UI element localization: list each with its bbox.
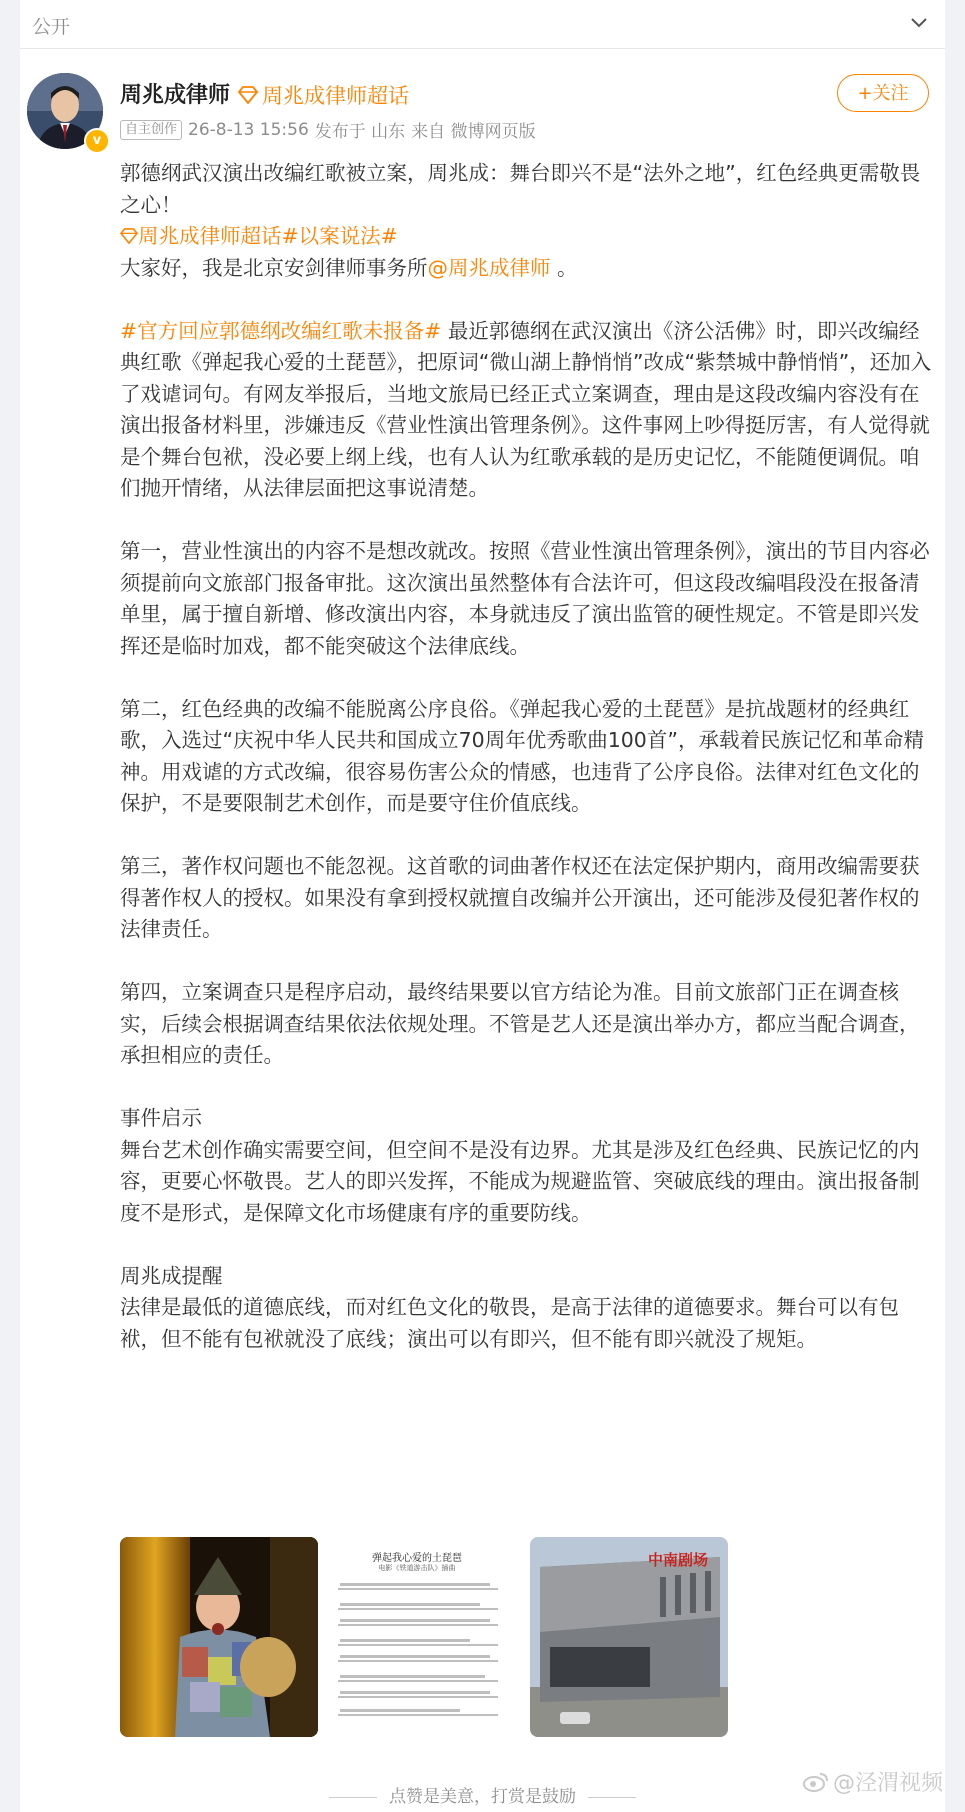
section-heading-reminder: 周兆成提醒 bbox=[120, 1263, 223, 1288]
post-time[interactable]: 26-8-13 15:56 bbox=[188, 119, 309, 140]
paragraph-2: 第一，营业性演出的内容不是想改就改。按照《营业性演出管理条例》，演出的节目内容必须提前向文旅部门报备审批。这次演出虽然整体有合法许可，但这段改编唱段没在报备清单里，属于擅自新增、修改演出内容，本身就违反了演出监管的硬性规定。不管是即兴发挥还是临时加戏，都不能突破这个法律底线。 bbox=[120, 539, 930, 658]
super-topic-label: 周兆成律师超话 bbox=[262, 84, 409, 108]
paragraph-6: 舞台艺术创作确实需要空间，但空间不是没有边界。尤其是涉及红色经典、民族记忆的内容，更要心怀敬畏。艺人的即兴发挥，不能成为规避监管、突破底线的理由。演出报备制度不是形式，是保障文化市场健康有序的重要防线。 bbox=[120, 1137, 920, 1225]
paragraph-4: 第三，著作权问题也不能忽视。这首歌的词曲著作权还在法定保护期内，商用改编需要获得著作权人的授权。如果没有拿到授权就擅自改编并公开演出，还可能涉及侵犯著作权的法律责任。 bbox=[120, 854, 920, 941]
theater-sign: 中南剧场 bbox=[648, 1551, 709, 1569]
post-topbar bbox=[20, 0, 945, 49]
paragraph-3: 第二，红色经典的改编不能脱离公序良俗。《弹起我心爱的土琵琶》是抗战题材的经典红歌，入选过“庆祝中华人民共和国成立70周年优秀歌曲100首”，承载着民族记忆和革命精神。用戏谑的方式改编，很容易伤害公众的情感，也违背了公序良俗。法律对红色文化的保护，不是要限制艺术创作，而是要守住价值底线。 bbox=[120, 696, 924, 815]
divider-left bbox=[329, 1797, 377, 1798]
paragraph-1 bbox=[120, 316, 935, 505]
post-tags bbox=[120, 221, 935, 253]
intro-end: 。 bbox=[557, 255, 578, 280]
super-topic-tag-label: 周兆成律师超话 bbox=[138, 224, 282, 248]
original-tag: 自主创作 bbox=[120, 120, 182, 140]
verified-badge: v bbox=[84, 128, 110, 154]
post-title: 郭德纲武汉演出改编红歌被立案，周兆成：舞台即兴不是“法外之地”，红色经典更需敬畏之心！ bbox=[120, 161, 921, 217]
super-topic-tag[interactable] bbox=[120, 224, 282, 248]
image-sheet-music[interactable] bbox=[318, 1537, 516, 1737]
section-heading-insight: 事件启示 bbox=[120, 1106, 202, 1130]
hashtag-case[interactable]: #以案说法# bbox=[281, 224, 398, 248]
watermark-text: @泾渭视频 bbox=[833, 1771, 944, 1796]
post-source: 来自 微博网页版 bbox=[411, 122, 536, 142]
author-name[interactable]: 周兆成律师 bbox=[120, 83, 231, 108]
watermark bbox=[803, 1766, 943, 1797]
paragraph-5: 第四，立案调查只是程序启动，最终结果要以官方结论为准。目前文旅部门正在调查核实，后续会根据调查结果依法依规处理。不管是艺人还是演出举办方，都应当配合调查，承担相应的责任。 bbox=[120, 980, 920, 1067]
divider-right bbox=[588, 1797, 636, 1798]
weibo-icon bbox=[803, 1771, 829, 1793]
diamond-icon bbox=[120, 228, 138, 244]
intro-text: 大家好，我是北京安剑律师事务所 bbox=[120, 255, 428, 280]
post-meta bbox=[120, 117, 536, 142]
sheet-title: 弹起我心爱的土琵琶 bbox=[372, 1553, 462, 1564]
post-location: 发布于 山东 bbox=[314, 122, 406, 142]
post-body bbox=[120, 158, 935, 1355]
image-theater[interactable] bbox=[530, 1537, 728, 1737]
hashtag-official[interactable]: #官方回应郭德纲改编红歌未报备# bbox=[120, 318, 442, 343]
author-super-topic[interactable] bbox=[238, 80, 409, 110]
image-performer[interactable] bbox=[120, 1537, 318, 1737]
paragraph-7: 法律是最低的道德底线，而对红色文化的敬畏，是高于法律的道德要求。舞台可以有包袱，但不能有包袱就没了底线；演出可以有即兴，但不能有即兴就没了规矩。 bbox=[120, 1295, 899, 1351]
sheet-subtitle: 电影《铁道游击队》插曲 bbox=[378, 1564, 456, 1572]
chevron-down-icon[interactable] bbox=[910, 16, 928, 30]
post-card bbox=[20, 0, 945, 1812]
mention-link[interactable]: @周兆成律师 bbox=[427, 255, 551, 280]
post-intro bbox=[120, 253, 935, 285]
visibility-label: 公开 bbox=[32, 16, 71, 38]
paragraph-1-text: 最近郭德纲在武汉演出《济公活佛》时，即兴改编经典红歌《弹起我心爱的土琵琶》，把原词“微山湖上静悄悄”改成“紫禁城中静悄悄”，还加入了戏谑词句。有网友举报后，当地文旅局已经正式立案调查，理由是这段改编内容没有在演出报备材料里，涉嫌违反《营业性演出管理条例》。这件事网上吵得挺厉害，有人觉得就是个舞台包袱，没必要上纲上线，也有人认为红歌承载的是历史记忆，不能随便调侃。咱们抛开情绪，从法律层面把这事说清楚。 bbox=[120, 318, 932, 500]
follow-button[interactable]: +关注 bbox=[837, 74, 929, 112]
reward-text: 点赞是美意，打赏是鼓励 bbox=[389, 1787, 576, 1807]
diamond-icon bbox=[238, 86, 258, 104]
